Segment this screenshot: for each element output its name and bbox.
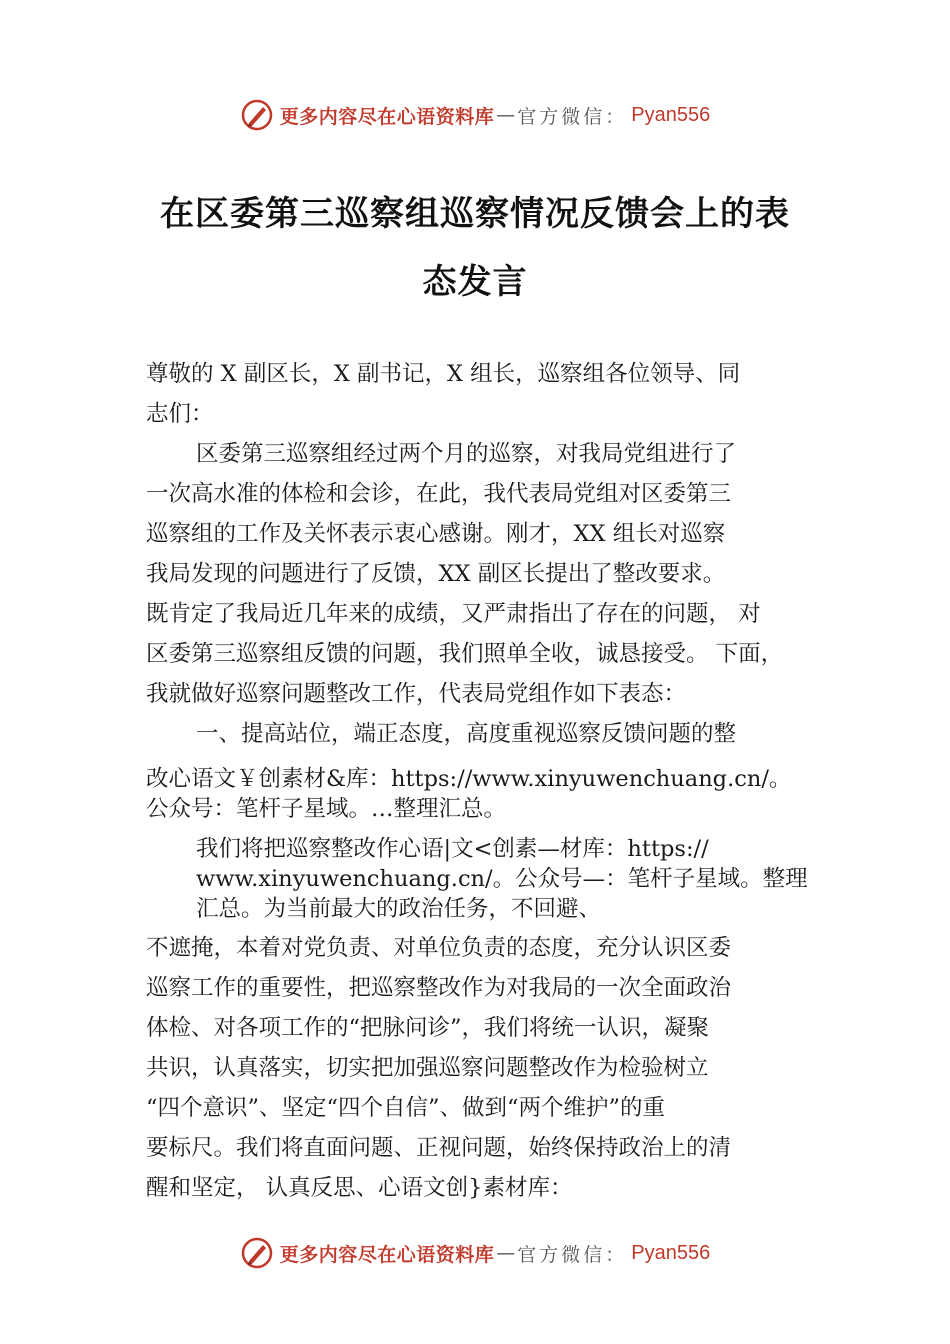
section-heading-1-continuation: 改心语文￥创素材&库：https://www.xinyuwenchuang.cn/。 公众号：笔杆子星域。…整理汇总。 xyxy=(146,766,792,822)
banner-brand: 更多内容尽在心语资料库 xyxy=(279,105,495,128)
salutation: 尊敬的 X 副区长，X 副书记，X 组长，巡察组各位领导、同 志们： xyxy=(146,361,741,427)
footer-banner xyxy=(0,1233,950,1273)
pen-logo-icon xyxy=(240,1236,274,1270)
banner-dash: — xyxy=(496,1242,516,1264)
banner-brand: 更多内容尽在心语资料库 xyxy=(279,1243,495,1266)
title-line-1: 在区委第三巡察组巡察情况反馈会上的表 xyxy=(160,194,790,234)
document-title xyxy=(150,180,800,316)
header-banner xyxy=(0,95,950,135)
section-heading-1: 一、提高站位，端正态度，高度重视巡察反馈问题的整 xyxy=(196,721,737,747)
pen-logo-icon xyxy=(240,98,274,132)
banner-dash: — xyxy=(496,104,516,126)
banner-wechat-id: Pyan556 xyxy=(631,103,711,126)
banner-official: 官方微信： xyxy=(517,105,628,128)
title-line-2: 态发言 xyxy=(422,262,528,302)
paragraph-1-first-line: 区委第三巡察组经过两个月的巡察，对我局党组进行了 xyxy=(196,441,737,467)
paragraph-1-body: 一次高水准的体检和会诊，在此，我代表局党组对区委第三 巡察组的工作及关怀表示衷心感谢。刚才，XX 组长对巡察 我局发现的问题进行了反馈，XX 副区长提出了整改要求。 既肯定了我局近几年来的成绩，又严肃指出了存在的问题， 对 区委第三巡察组反馈的问题，我们照单全收，诚恳接受。 下面， 我就做好巡察问题整改工作，代表局党组作如下表态： xyxy=(146,481,784,707)
paragraph-2-first-lines: 我们将把巡察整改作心语|文<创素—材库：https:// www.xinyuwenchuang.cn/。公众号—：笔杆子星域。整理 汇总。为当前最大的政治任务，不回避、 xyxy=(196,836,808,922)
banner-wechat-id: Pyan556 xyxy=(631,1241,711,1264)
paragraph-2-body: 不遮掩，本着对党负责、对单位负责的态度，充分认识区委 巡察工作的重要性，把巡察整改作为对我局的一次全面政治 体检、对各项工作的“把脉问诊”，我们将统一认识，凝聚 共识，认真落实，切实把加强巡察问题整改作为检验树立 “四个意识”、坚定“四个自信”、做到“两个维护”的重 要标尺。我们将直面问题、正视问题，始终保持政治上的清 醒和坚定， 认真反思、心语文创}素材库： xyxy=(146,935,732,1201)
banner-official: 官方微信： xyxy=(517,1243,628,1266)
